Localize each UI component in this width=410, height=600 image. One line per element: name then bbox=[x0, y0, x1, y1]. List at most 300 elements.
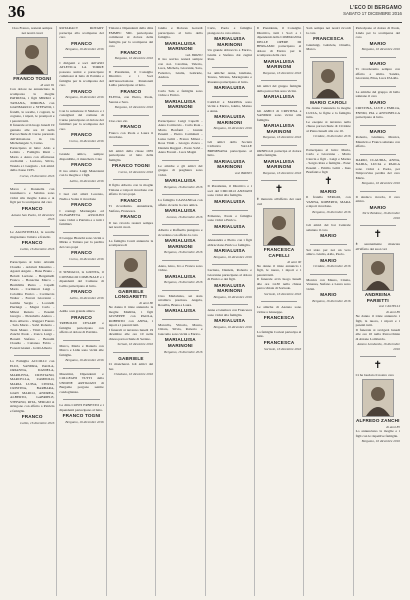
notice-text: La ditta CONTI ERNESTO e i dipendenti partecipano al lutto. bbox=[59, 403, 104, 412]
notice-text: Anna, Gino, Ivo e Franca sono vicine. bbox=[158, 263, 203, 273]
deceased-name: MARIALUISA MARINONI bbox=[164, 98, 196, 110]
notice-text: È mancata all'affetto dei suoi cari bbox=[256, 197, 302, 206]
obituary-notice bbox=[356, 360, 400, 444]
obituary-notice bbox=[59, 26, 103, 52]
obituary-notice bbox=[356, 129, 400, 149]
notice-divider bbox=[14, 183, 50, 184]
notice-divider bbox=[63, 105, 99, 106]
place-date: Lallio, 16 dicembre 2016 bbox=[69, 178, 104, 183]
notice-text: È serenamente mancata all'affetto dei suoi cari bbox=[355, 242, 400, 251]
notice-text: Il figlio Alberto con la moglie Tiziana e i nipoti ricordano con affetto il caro papà. bbox=[108, 183, 154, 197]
notice-divider bbox=[162, 115, 198, 116]
obituary-notice bbox=[59, 192, 103, 227]
notice-text: Il Gruppo Bianchi sono vicini a Mirko e Tatiana per la perdita del caro papà bbox=[59, 235, 104, 249]
deceased-name: FRANCO TOGNI bbox=[62, 413, 101, 419]
notice-divider bbox=[14, 226, 50, 227]
deceased-name: MARIALUISA bbox=[214, 248, 246, 254]
place-date: Torre Boldone, 16 dicembre 2016 bbox=[362, 211, 400, 220]
obituary-columns bbox=[8, 26, 402, 596]
notice-divider bbox=[360, 356, 396, 357]
place-date: Bergamo, 16 dicembre 2016 bbox=[213, 254, 252, 259]
obituary-notice bbox=[10, 26, 54, 178]
notice-text: CRISTINA, LUCE e EMILIA, ENNIO, PIA e ANTONELLA partecipano al lutto. bbox=[355, 106, 400, 120]
cross-icon: ✝ bbox=[373, 359, 382, 371]
obituary-notice bbox=[109, 70, 153, 110]
notice-text: Partecipano al lutto: Maria, Carlo e Giovanna - Mario Ciarcia e figli - Luigi e Marisa - Sergio Rota e famiglia - Ester Pesenti - Emilio Gritti - Ines Bonfanti e figli bbox=[306, 147, 351, 175]
deceased-name: MARIO bbox=[320, 188, 337, 194]
notice-divider bbox=[261, 105, 297, 106]
deceased-name: FRANCO bbox=[120, 124, 142, 129]
obituary-column-3 bbox=[107, 26, 156, 596]
notice-text: Il Presidente, il Direttivo e i soci del CIRCOLO ANZIANI sono vicini alla famiglia. bbox=[207, 184, 252, 198]
notice-text: Ne danno l'annuncio la moglie LUCIA, le figlie e la famiglia tutta. bbox=[306, 106, 351, 120]
notice-text: Il sindaco ricorda, il caro amico. bbox=[355, 194, 400, 204]
notice-text: La famiglia Conti annuncia la scomparsa di bbox=[108, 238, 154, 248]
obituary-notice bbox=[59, 403, 103, 424]
obituary-notice bbox=[59, 152, 103, 183]
notice-divider bbox=[212, 234, 248, 235]
deceased-name: FRANCO TOGNI bbox=[13, 76, 52, 81]
notice-text: DARIO, CLAUDIA, ANNA, NADIA, LUCIA e PAOLA sono vicini a Paola, per l'improvvisa perdita del caro Mario. bbox=[355, 157, 400, 180]
notice-text: Monica con Mauro, Cinzia, Vanessa, Stefano e Laura sono vicini. bbox=[306, 277, 351, 291]
notice-divider bbox=[212, 136, 248, 137]
photo-caption: Ciao Franco, resterai sempre nei nostri cuori bbox=[12, 26, 53, 35]
deceased-name: MARIALUISA MARINONI bbox=[214, 36, 246, 47]
notice-divider bbox=[360, 154, 396, 155]
notice-text: I tuoi cari amici Lorenzo, Nadia e Sonia ti ricordano bbox=[59, 192, 104, 201]
notice-text: Ermanno, Paola e famiglia sono vicini a Enrico. bbox=[207, 213, 252, 223]
obituary-notice bbox=[356, 158, 400, 186]
notice-divider bbox=[162, 260, 198, 261]
notice-text: Le AGOSTINELLI, le sorelle ringraziano l'amico e fratello bbox=[10, 230, 55, 239]
issue-date: SABATO 17 DICEMBRE 2016 bbox=[343, 11, 402, 16]
place-date: di anni 89 bbox=[386, 309, 400, 314]
obituary-notice bbox=[208, 26, 252, 62]
deceased-name: FRANCESCA bbox=[263, 315, 295, 321]
deceased-name: FRANCO bbox=[71, 132, 92, 137]
notice-divider bbox=[162, 224, 198, 225]
portrait-photo bbox=[263, 208, 295, 246]
notice-text: Marcella, Vittoria, Mauro, Chiara, Silvia, Roberto e Giacomo sono vicini a Enrico. bbox=[158, 322, 203, 336]
deceased-name: MARIO bbox=[369, 40, 386, 46]
portrait-photo bbox=[362, 253, 394, 291]
obituary-notice bbox=[10, 260, 54, 350]
place-date: Curno, 16 dicembre 2016 bbox=[69, 138, 104, 143]
obituary-notice bbox=[109, 356, 153, 377]
notice-divider bbox=[212, 304, 248, 305]
notice-text: Tiziani e Dipendenti della ditta EMMEC SRL partecipano commossi al dolore della famiglia per la scomparsa del caro bbox=[108, 26, 154, 48]
notice-divider bbox=[162, 160, 198, 161]
notice-divider bbox=[162, 319, 198, 320]
place-date: di anni 90 bbox=[287, 259, 302, 264]
deceased-name: FRANCO bbox=[21, 205, 43, 211]
obituary-notice bbox=[257, 305, 301, 321]
cross-icon: ✝ bbox=[373, 229, 382, 241]
deceased-name: MARIALUISA MARINONI bbox=[164, 40, 196, 52]
obituary-notice bbox=[10, 187, 54, 221]
deceased-name: MARIALUISA MARINONI bbox=[263, 123, 295, 134]
place-date: Azzano San Paolo, 16 dicembre 2016 bbox=[11, 212, 55, 221]
notice-text: CARLO e MARINA sono vicini a Enrico, Giulia, Matteo e Anna. bbox=[207, 99, 252, 113]
obituary-notice bbox=[158, 323, 202, 354]
deceased-name: ANDREINA PARIETTI bbox=[364, 292, 391, 303]
notice-divider bbox=[360, 191, 396, 192]
deceased-name: MARIO CAROLI bbox=[310, 99, 347, 105]
deceased-name: FRANCESCA bbox=[313, 36, 344, 41]
notice-text: Sei stato per noi un vero amico. Giulio, Aldo, Paolo. bbox=[306, 247, 351, 257]
notice-divider bbox=[212, 210, 248, 211]
notice-divider bbox=[162, 85, 198, 86]
deceased-name: MARIALUISA MARINONI bbox=[214, 158, 246, 170]
deceased-name: FRANCO bbox=[71, 314, 92, 320]
deceased-name: FRANCO bbox=[120, 197, 142, 203]
notice-text: Il fratello SERGIO, con VANNA, ROBERTO, MARA e nipoti ricordano. bbox=[306, 195, 351, 209]
notice-text: Addio a un grande amico bbox=[59, 309, 95, 314]
place-date: Lallio, 16 dicembre 2016 bbox=[20, 246, 55, 251]
obituary-notice bbox=[208, 100, 252, 131]
notice-divider bbox=[63, 232, 99, 233]
obituary-notice bbox=[109, 119, 153, 140]
obituary-notice bbox=[208, 238, 252, 259]
place-date: Bergamo, 16 dicembre 2016 bbox=[65, 47, 104, 52]
notice-text: Il tuo ricordo resterà sempre nei nostri cuori. bbox=[108, 220, 154, 230]
obituary-notice bbox=[306, 248, 350, 269]
obituary-notice bbox=[59, 109, 103, 144]
place-date: di anni 85 bbox=[386, 425, 400, 429]
notice-divider bbox=[113, 66, 149, 67]
place-date: ved. BRIZIO bbox=[234, 171, 252, 176]
place-date: di anni 81 bbox=[40, 82, 55, 87]
obituary-column-7 bbox=[304, 26, 353, 596]
notice-text: Il funerale avrà luogo lunedì alle ore 14.30 nella chiesa parrocchiale di Sorisole. bbox=[256, 277, 302, 291]
obituary-notice bbox=[208, 308, 252, 329]
place-date: Curno, 16 dicembre 2016 bbox=[19, 173, 55, 178]
obituary-notice bbox=[10, 359, 54, 425]
notice-text: Con dolore ne annunciano la scomparsa la moglie PATRIZIA, i figli MIRKO e TATIANA, MIRONA con GIANMARCO e STEFANO, i fratelli, le sorelle, i cognati, le cognate, i nipoti, le pronipoti e i parenti tutti. bbox=[10, 87, 55, 123]
masthead bbox=[343, 5, 402, 16]
obituary-notice bbox=[158, 26, 202, 80]
obituary-notice bbox=[10, 230, 54, 251]
place-date: Curno, 16 dicembre 2016 bbox=[69, 256, 104, 261]
deceased-name: MARIO bbox=[369, 99, 386, 105]
obituary-notice bbox=[59, 309, 103, 335]
deceased-name: FRANCESCA bbox=[263, 339, 295, 345]
cross-icon: ✝ bbox=[324, 175, 333, 187]
notice-text: Carlo, Paola e famiglia piangono la cara amica. bbox=[207, 26, 252, 35]
place-date: Bergamo, 16 dicembre 2016 bbox=[164, 349, 203, 354]
place-date: Cividate, 16 dicembre 2016 bbox=[313, 264, 351, 269]
notice-text: Carla Sala e famiglia sono vicine a Enrico. bbox=[158, 88, 203, 98]
deceased-name: MARIALUISA bbox=[214, 198, 246, 204]
deceased-name: MARIALUISA bbox=[164, 208, 196, 214]
notice-text: Ti ricordiamo. Annamaria, Stefano, Francesca. bbox=[108, 204, 154, 213]
place-date: Bergamo, 16 dicembre 2016 bbox=[312, 209, 351, 214]
obituary-notice bbox=[158, 228, 202, 255]
obituary-notice bbox=[59, 61, 103, 100]
notice-text: Partecipano al lutto: Aldo e Letizia - Famiglia Rizzi - Mario e Anna con affettuosa cordialità - Luciano, Silvio, Wanda e i Gargiulo - Gli amici della classe 1935. bbox=[10, 145, 55, 172]
portrait-photo bbox=[312, 61, 344, 99]
portrait-photo bbox=[115, 250, 147, 288]
notice-text: Alberto e Raffaella piangono e ricordano con affetto la cara bbox=[158, 228, 203, 237]
notice-text: Gli amici della classe 1935 partecipano al lutto della famiglia. bbox=[108, 148, 154, 162]
notice-divider bbox=[261, 326, 297, 327]
notice-text: Il Presidente, il Consiglio Direttivo e i Soci dell'Associazione Pensionati Lallio partecipano al lutto. bbox=[108, 69, 154, 87]
obituary-notice bbox=[59, 270, 103, 300]
page-number: 36 bbox=[8, 2, 25, 21]
obituary-notice bbox=[257, 26, 301, 75]
place-date: Chiuduno, 16 dicembre 2016 bbox=[113, 372, 154, 377]
deceased-name: MARIALUISA MARINONI bbox=[164, 238, 196, 249]
place-date: Seriate, 16 dicembre 2016 bbox=[117, 342, 154, 347]
place-date: Bergamo, 16 dicembre 2016 bbox=[65, 419, 104, 424]
place-date: Cividate, 16 dicembre 2016 bbox=[313, 134, 351, 139]
obituary-column-2 bbox=[57, 26, 106, 596]
notice-text: ORNELLO partecipa al dolore della famiglia. bbox=[256, 148, 302, 158]
obituary-notice bbox=[208, 184, 252, 204]
notice-text: Ci mancherai. Gli amici del bar. bbox=[108, 362, 154, 371]
notice-text: La Famiglia ACCOLLI con ELIO, SANDRA, PAOLA, ORIANNA, DANIELA, MARILENA, CRISTIANO, MARCELLA, ZAMPOLO, MARIA LUISA, CINZIA, CRISTINA, BARBARA, GIAN MARCO, ANDREA, ALBERTO, GABRIELE, STEFANO, RITA, SERGIO si stringono con affetto a Patrizia e famiglia. bbox=[10, 359, 55, 413]
notice-divider bbox=[261, 180, 297, 181]
obituary-notice bbox=[158, 119, 202, 155]
notice-text: Le amiche: Anna, Giuliana, Teresa, Silvana, Mariagrazia e Rosanna partecipano al lutto. bbox=[207, 70, 252, 84]
deceased-name: FRANCO bbox=[71, 250, 92, 256]
notice-text: Luciana, Daniela, Roberta e Giovanna partecipano al dolore di Enrico e dei figli. bbox=[207, 268, 252, 282]
place-date: ved. BRIZIO bbox=[185, 52, 203, 57]
place-date: Sorisole, 16 dicembre 2016 bbox=[264, 291, 302, 296]
notice-divider bbox=[162, 194, 198, 195]
obituary-notice bbox=[257, 184, 301, 296]
notice-text: Il funerale si svolgerà lunedì alle ore 10 nella Parrocchiale di Alzano Lombardo. bbox=[355, 327, 400, 341]
place-date: ved. CASTELLI bbox=[378, 304, 400, 309]
deceased-name: MARIALUISA MARINONI bbox=[214, 114, 246, 125]
place-date: Bergamo, 16 dicembre 2016 bbox=[361, 181, 400, 186]
obituary-notice bbox=[158, 198, 202, 219]
obituary-notice bbox=[208, 71, 252, 91]
deceased-name: FRANCO bbox=[21, 414, 43, 420]
deceased-name: MARIALUISA bbox=[164, 178, 196, 184]
place-date: Lallio, 16 dicembre 2016 bbox=[20, 420, 55, 425]
notice-divider bbox=[360, 125, 396, 126]
deceased-name: ALFREDO ZANCHI bbox=[355, 418, 400, 424]
deceased-name: FRANCO bbox=[120, 214, 142, 220]
notice-text: Giulio e Dolores Gerardi partecipano al lutto della famiglia. bbox=[158, 26, 203, 39]
place-date: Curno, 16 dicembre 2016 bbox=[118, 169, 154, 174]
notice-text: I funerali si terranno lunedì 19 dicembre alle ore 10 nella chiesa parrocchiale di Seriate. bbox=[108, 327, 154, 341]
obituary-notice bbox=[257, 330, 301, 351]
notice-text: Anna e Gianluca con Francesca sono vicini alla famiglia. bbox=[207, 308, 252, 317]
notice-text: Ti ricorderemo sempre con affetto e stima. Sandra, Giovanni, Elisa, Luca D'Adda. bbox=[355, 67, 400, 81]
notice-divider bbox=[310, 57, 346, 58]
deceased-name: MARIO bbox=[369, 128, 386, 134]
notice-text: Le amiche di Azzano sono vicine a Giuseppe. bbox=[256, 305, 302, 314]
notice-text: Ciao Marialuisa, sei stata un'amica preziosa. Angela, Rosalba, Bruna e Laura. bbox=[158, 293, 203, 307]
notice-divider bbox=[360, 225, 396, 226]
deceased-name: GABRIELE LONGARETTI bbox=[115, 288, 147, 300]
notice-divider bbox=[14, 355, 50, 356]
cross-icon: ✝ bbox=[274, 184, 284, 196]
notice-text: Le esequie si terranno nella chiesa parrocchiale di Cividate al Piano lunedì alle ore 10. bbox=[306, 119, 351, 133]
notice-divider bbox=[162, 290, 198, 291]
deceased-name: MARIO bbox=[369, 60, 386, 66]
place-date: Bergamo, 16 dicembre 2016 bbox=[262, 70, 302, 75]
portrait-photo bbox=[362, 379, 394, 417]
obituary-notice bbox=[306, 148, 350, 215]
notice-text: Maestrini, Dipendenti e COLLEGHI TUTTI della UNIONE ARTIGIANI di Bergamo porgono sentite condoglianze. bbox=[59, 371, 104, 394]
deceased-name: MARIO bbox=[320, 292, 337, 298]
notice-text: La famiglia CAZZANIGA con affetto ricorda la cara amica. bbox=[158, 198, 203, 207]
notice-divider bbox=[63, 399, 99, 400]
notice-divider bbox=[63, 57, 99, 58]
obituary-notice bbox=[306, 278, 350, 304]
notice-text: Marco, Maria e Daniela con Marco e Lidia sono vicini alle famiglie. bbox=[59, 343, 104, 357]
notice-text: Il funerale avrà luogo lunedì 19 gennaio alle ore 10 nella Parrocchiale di Curno partendo dall'abitazione in via Michelangelo 5, Curno. bbox=[10, 123, 55, 145]
notice-text: Grande amico, sempre disponibile, ci mancherà. Ciao bbox=[59, 152, 104, 161]
notice-text: I dirigenti e soci dell'ASD ATLETICA LA TORRE possono unirsi e partecipare commossi al lutto di Patrizia e famiglia per la scomparsa del caro bbox=[59, 60, 104, 87]
notice-text: TREBOLDI CESARE e famiglia partecipano con affetto al dolore di Patrizia. bbox=[59, 321, 104, 335]
place-date: Lurano, 16 dicembre 2016 bbox=[166, 214, 203, 219]
notice-text: Ne danno il triste annuncio i figli, la nuora, i nipoti e i parenti tutti. bbox=[355, 314, 400, 328]
notice-text: Ne danno il triste annuncio i figli, le nuore, i nipoti e i parenti tutti. bbox=[256, 263, 302, 277]
deceased-name: MARIO bbox=[369, 204, 386, 210]
obituary-notice bbox=[257, 84, 301, 100]
notice-text: Alessandra e Pietro con i figli abbracciano Enrico e famiglia. bbox=[207, 238, 252, 247]
notice-text: Ci ha lasciato il nostro caro bbox=[355, 372, 395, 377]
obituary-notice bbox=[158, 264, 202, 285]
notice-divider bbox=[310, 219, 346, 220]
deceased-name: MARIALUISA bbox=[214, 85, 246, 91]
notice-text: Partecipano al lutto: Abrami Claudio - Adobati Massimo - Agazzi Angelo - Bana Bruno - Belotti Luciano - Bergamelli Franco - Bonacina Marco - Brembilla Pietro - Capelli Mario - Carminati Luigi - Colombo Enrico - Cortinovis Walter - Ferrari Giovanni - Gamba Sergio - Locatelli Pierluigi - Magni Carlo - Milesi Renato - Pesenti Giorgio - Pizzaballa Andrea - Rota Alberto - Ruggeri Fausto - Sala Mario - Salvi Roberto - Testa Mauro - Vitali Gianni - Zanchi Paolo - Zonca Luigi - Bonetti Stefano - Bonomi Claudio - Cattaneo Fabio - Foresti Gianni - Gritti Alberto bbox=[10, 260, 55, 350]
deceased-name: FRANCO bbox=[71, 289, 92, 295]
obituary-notice bbox=[208, 268, 252, 299]
notice-text: Il SINDACO, la GIUNTA, il CONSIGLIO COMUNALE e i dipendenti del Comune di Lallio partecipano al lutto. bbox=[59, 270, 104, 288]
notice-divider bbox=[113, 235, 149, 236]
notice-text: ELENA, con Pietro, Paola, Serena e Sara. bbox=[108, 95, 154, 104]
obituary-column-1 bbox=[8, 26, 57, 596]
obituary-column-5 bbox=[206, 26, 255, 596]
notice-divider bbox=[113, 115, 149, 116]
obituary-notice bbox=[109, 239, 153, 347]
notice-text: Gli AMICI di CRISTINA e SANDRO sono vicini alla famiglia. bbox=[256, 108, 302, 122]
deceased-name: MARIALUISA MARINONI bbox=[214, 282, 246, 294]
obituary-notice bbox=[356, 61, 400, 81]
deceased-name: MARIALUISA bbox=[164, 308, 196, 314]
notice-divider bbox=[63, 148, 99, 149]
notice-text: Sarà sempre nei nostri ricordi la cara bbox=[306, 26, 351, 35]
obituary-notice bbox=[59, 236, 103, 262]
place-date: di anni 80 bbox=[139, 300, 154, 305]
notice-text: Franco con Paola e Laura ti ricordano. bbox=[108, 130, 154, 140]
place-date: Bergamo, 16 dicembre 2016 bbox=[213, 126, 252, 131]
obituary-notice bbox=[356, 90, 400, 120]
notice-text: Partecipano al dolore di Paola, Linda per la scomparsa del caro bbox=[355, 26, 400, 39]
notice-divider bbox=[63, 368, 99, 369]
obituary-column-6 bbox=[255, 26, 304, 596]
notice-divider bbox=[63, 266, 99, 267]
deceased-name: MARIALUISA bbox=[214, 318, 246, 324]
deceased-name: FRANCO bbox=[71, 202, 92, 207]
deceased-name: MARIALUISA MARINONI bbox=[263, 158, 295, 170]
obituary-notice bbox=[158, 164, 202, 190]
notice-text: Gli amici del bar Centrale salutano il caro bbox=[306, 223, 351, 232]
notice-divider bbox=[310, 274, 346, 275]
notice-text: Il Presidente, il Consiglio Direttivo, tutti i Soci e i dipendenti della COMPAGNIA DELLE OPERE DI BERGAMO partecipano al dolore di Enrico per la scomparsa della cara bbox=[256, 26, 302, 57]
obituary-notice bbox=[109, 183, 153, 230]
deceased-name: FRANCO bbox=[120, 49, 142, 55]
notice-text: I coniugi Mariangela ed ELISABETTA ASSOLINI sono vicini a Patrizia e a tutti i familiari. bbox=[59, 208, 104, 227]
obituary-notice bbox=[59, 372, 103, 395]
deceased-name: MARIO bbox=[320, 233, 337, 239]
notice-divider bbox=[360, 57, 396, 58]
notice-divider bbox=[212, 180, 248, 181]
notice-divider bbox=[310, 144, 346, 145]
place-date: Sorisole, 16 dicembre 2016 bbox=[264, 346, 302, 351]
obituary-notice bbox=[356, 26, 400, 52]
deceased-name: FRANCESCA CAPELLI bbox=[263, 247, 295, 258]
notice-text: Roberta, Giuliana, Monica, Maurizio e Franca salutano con affetto. bbox=[355, 135, 400, 149]
place-date: Bergamo, 16 dicembre 2016 bbox=[164, 280, 203, 285]
place-date: Bergamo, 16 dicembre 2016 bbox=[262, 170, 302, 175]
page-header bbox=[8, 4, 402, 23]
notice-divider bbox=[113, 179, 149, 180]
deceased-name: MARIALUISA bbox=[164, 273, 196, 279]
notice-text: Marco e Donatella con Gianmarco e Sabrina sono vicini alla moglie Luisa e ai figli per la scomparsa del caro bbox=[10, 186, 55, 205]
obituary-notice bbox=[158, 294, 202, 314]
place-date: Bergamo, 16 dicembre 2016 bbox=[65, 358, 104, 363]
place-date: Alzano Lombardo, 16 dicembre 2016 bbox=[357, 342, 400, 351]
place-date: Bergamo, 16 dicembre 2016 bbox=[361, 439, 400, 444]
obituary-column-4 bbox=[156, 26, 205, 596]
place-date: Bergamo, 16 dicembre 2016 bbox=[164, 250, 203, 255]
notice-text: Il tuo sorriso resterà sempre con noi. Caroline, Valerio, Luca, Michela, Giovanni, Sara, Federico, Giulia, Gabriele, Andrea. bbox=[158, 57, 203, 80]
obituary-notice bbox=[158, 89, 202, 110]
deceased-name: FRANCO bbox=[71, 162, 92, 167]
obituary-notice bbox=[109, 149, 153, 175]
deceased-name: MARIO bbox=[320, 257, 337, 263]
place-date: Bergamo, 16 dicembre 2016 bbox=[114, 56, 154, 61]
deceased-name: MARIALUISA MARINONI bbox=[263, 58, 295, 70]
place-date: Bergamo, 16 dicembre 2016 bbox=[114, 105, 154, 110]
obituary-notice bbox=[356, 195, 400, 220]
newspaper-name: L'ECO DI BERGAMO bbox=[349, 5, 402, 11]
obituary-notice bbox=[208, 214, 252, 230]
notice-text: Lo annunciano la moglie e i figli con le rispettive famiglie. bbox=[355, 429, 400, 438]
notice-divider bbox=[113, 352, 149, 353]
obituary-column-8 bbox=[354, 26, 402, 596]
obituary-notice bbox=[59, 344, 103, 363]
obituary-notice bbox=[306, 223, 350, 239]
notice-text: Le amiche del gruppo di ballo salutano il caro bbox=[355, 89, 400, 99]
obituary-notice bbox=[306, 26, 350, 52]
notice-divider bbox=[63, 188, 99, 189]
deceased-name: FRANCO TOGNI bbox=[112, 163, 150, 169]
obituary-notice bbox=[257, 149, 301, 176]
notice-divider bbox=[261, 80, 297, 81]
notice-divider bbox=[212, 67, 248, 68]
notice-divider bbox=[113, 145, 149, 146]
notice-divider bbox=[261, 145, 297, 146]
notice-divider bbox=[360, 86, 396, 87]
obituary-notice bbox=[208, 140, 252, 176]
obituary-notice bbox=[257, 109, 301, 140]
notice-text: La famiglia Cortesi partecipa al lutto. bbox=[256, 329, 302, 339]
notice-text: Ne danno il triste annuncio la moglie MARIA, i figli GIUSEPPE con PAOLA, ROBERTO con ANNA, i nipoti e i parenti tutti. bbox=[108, 305, 154, 328]
notice-divider bbox=[14, 256, 50, 257]
notice-divider bbox=[212, 96, 248, 97]
place-date: Bergamo, 16 dicembre 2016 bbox=[65, 95, 104, 100]
notice-divider bbox=[310, 244, 346, 245]
deceased-name: FRANCO bbox=[21, 240, 43, 246]
notice-text: Partecipano: Luigi Capelli - Anna Cortinovis - Carla Rota - Mario Bonfanti - Gianni Pesenti - Pietro Carminati - Luisa Gritti - Franco Milesi - Rosa Vitali - Giorgio Zonca - Daniela Ruggeri - Paolo Salvi - Anna Foresti - Luca Magni bbox=[158, 118, 203, 155]
